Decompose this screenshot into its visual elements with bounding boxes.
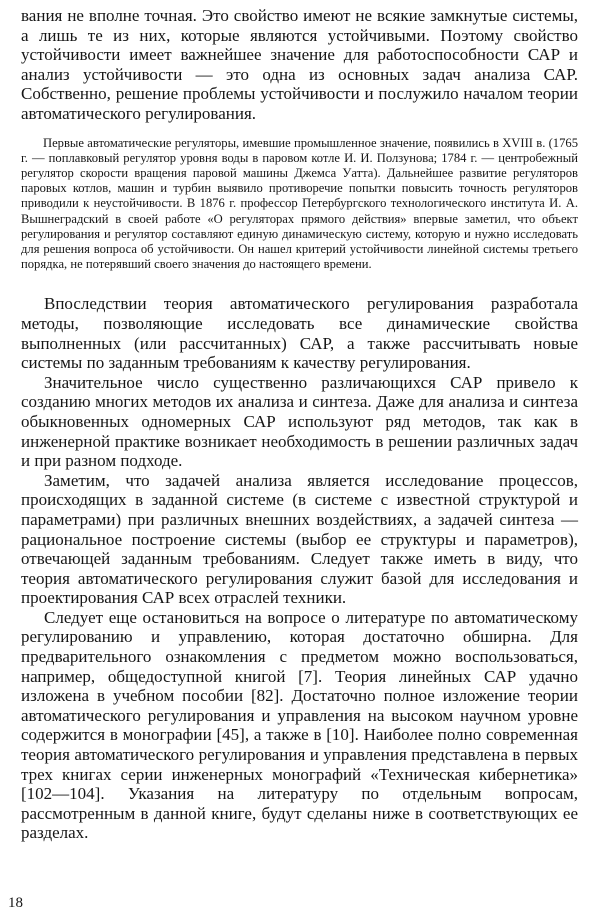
paragraph-literature: Следует еще остановиться на вопросе о литературе по автоматическому регулированию и управлению, которая достаточно обширна. Для предварительного ознакомления с предметом можно воспользоваться, например, общедоступной книгой [7]. Теория линейных САР удачно изложена в учебном пособии [82]. Достаточно полное изложение теории автоматического регулирования и управления на высоком научном уровне содержится в монографии [45], а также в [10]. Наиболее полно современная теория автоматического регулирования и управления представлена в первых трех книгах серии инженерных монографий «Техническая кибернетика» [102—104]. Указания на литературу по отдельным вопросам, рассмотренным в данной книге, будут сделаны ниже в соответствующих ее разделах. — [21, 607, 578, 843]
page-number: 18 — [8, 895, 23, 911]
paragraph-analysis-methods: Значительное число существенно различающихся САР привело к созданию многих методов их анализа и синтеза. Даже для анализа и синтеза обыкновенных одномерных САР используют ряд методов, так как в инженерной практике возникает необходимость в решении различных задач и при разном подходе. — [21, 372, 578, 471]
paragraph-intro: вания не вполне точная. Это свойство имеют не всякие замкнутые системы, а лишь те из них, которые являются устойчивыми. Поэтому свойство устойчивости имеет важнейшее значение для работоспособности САР и анализ устойчивости — это одна из основных задач анализа САР. Собственно, решение проблемы устойчивости и послужило началом теории автоматического регулирования. — [21, 6, 578, 123]
paragraph-analysis-synthesis: Заметим, что задачей анализа является исследование процессов, происходящих в заданной системе (в системе с известной структурой и параметрами) при различных внешних воздействиях, а задачей синтеза — рациональное построение системы (выбор ее структуры и параметров), отвечающей заданным требованиям. Следует также иметь в виду, что теория автоматического регулирования служит базой для исследования и проектирования САР всех отраслей техники. — [21, 470, 578, 608]
paragraph-methods: Впоследствии теория автоматического регулирования разработала методы, позволяющие исследовать все динамические свойства выполненных (или рассчитанных) САР, а также рассчитывать новые системы по заданным требованиям к качеству регулирования. — [21, 294, 578, 373]
historical-note: Первые автоматические регуляторы, имевшие промышленное значение, появились в XVIII в. (1765 г. — поплавковый регулятор уровня воды в паровом котле И. И. Ползунова; 1784 г. — центробежный регулятор скорости вращения паровой машины Джемса Уатта). Дальнейшее развитие регуляторов паровых котлов, машин и турбин выявило противоречие попытки повысить точность регуляторов приводили к неустойчивости. В 1876 г. профессор Петербургского технологического института И. А. Вышнеградский в своей работе «О регуляторах прямого действия» впервые заметил, что объект регулирования и регулятор составляют единую динамическую систему, которую и нужно исследовать для решения вопроса об устойчивости. Он нашел критерий устойчивости линейной системы третьего порядка, не потерявший своего значения до настоящего времени. — [21, 135, 578, 272]
